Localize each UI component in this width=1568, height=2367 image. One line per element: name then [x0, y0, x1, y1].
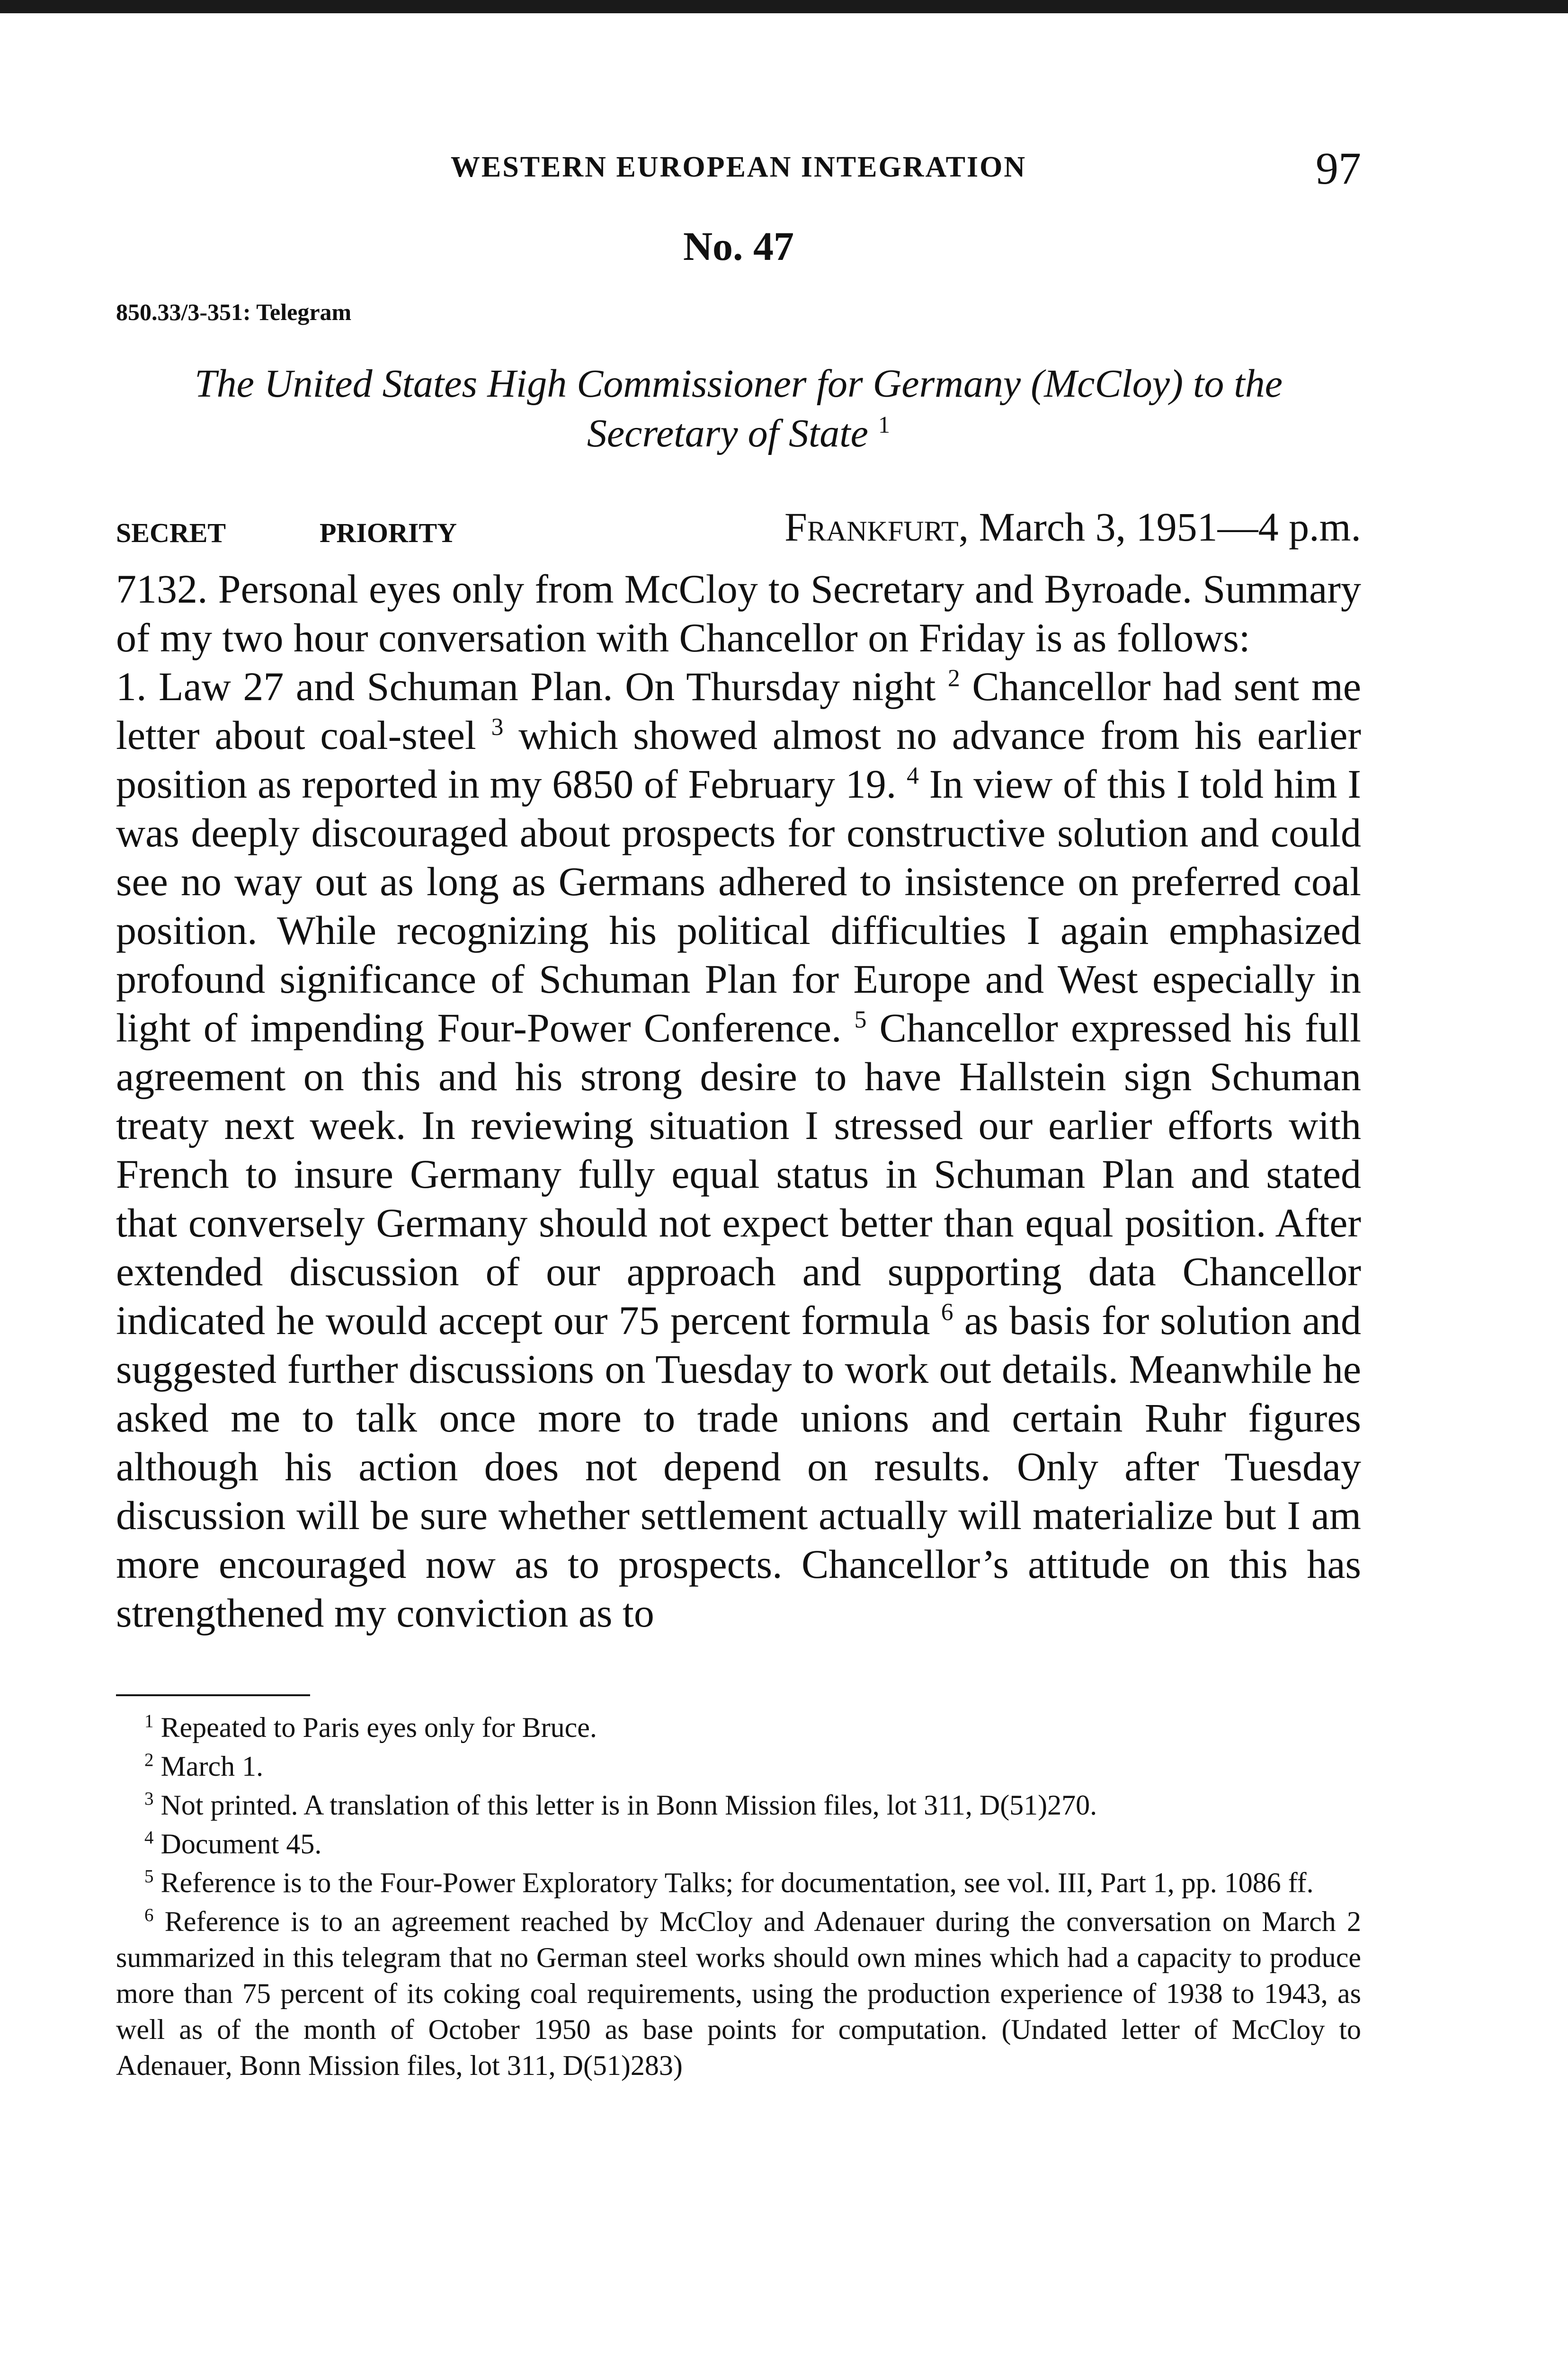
- footnote-text: Document 45.: [160, 1828, 322, 1860]
- footnote-4: [116, 1826, 1361, 1862]
- footnote-text: Not printed. A translation of this letter is in Bonn Mission files, lot 311, D(51)270.: [160, 1789, 1097, 1821]
- footnote-mark: 5: [144, 1866, 154, 1886]
- footnote-ref-3: 3: [491, 713, 504, 741]
- footnote-text: Repeated to Paris eyes only for Bruce.: [160, 1712, 597, 1743]
- body-text-segment: In view of this I told him I was deeply discouraged about prospects for constructive solution and could see no way out as long as Germans adhered to insistence on preferred coal position. While recognizing his political difficulties I again emphasized profound significance of Schuman Plan for Europe and West especially in light of impending Four-Power Conference.: [116, 761, 1362, 1050]
- footnote-text: March 1.: [160, 1751, 264, 1782]
- dateline: [116, 501, 1361, 551]
- footnote-ref-6: 6: [941, 1299, 953, 1326]
- footnote-divider: [116, 1694, 310, 1696]
- body-paragraph-2: [116, 662, 1361, 1637]
- document-number: No. 47: [683, 223, 794, 269]
- body-text-segment: Chancellor expressed his full agreement on this and his strong desire to have Hallstein sign Schuman treaty next week. In reviewing situation I stressed our earlier efforts with French to insure Germany fully equal status in Schuman Plan and stated that conversely Germany should not expect better than equal position. After extended discussion of our approach and supporting data Chancellor indicated he would accept our 75 percent formula: [116, 1005, 1362, 1343]
- footnote-ref-5: 5: [854, 1006, 867, 1033]
- page-number: 97: [1316, 143, 1361, 194]
- footnote-ref-1: 1: [878, 411, 891, 438]
- telegram-body: [116, 565, 1361, 1637]
- footnote-6: [116, 1904, 1361, 2083]
- body-text-segment: Chancellor had sent me letter about coal-steel: [116, 664, 1362, 758]
- footnote-1: [116, 1709, 1361, 1745]
- page-top-edge: [0, 0, 1568, 13]
- document-page: [116, 142, 1361, 2086]
- footnote-mark: 4: [144, 1827, 154, 1848]
- classification-label: SECRET: [116, 517, 226, 548]
- body-text-segment: 1. Law 27 and Schuman Plan. On Thursday night: [116, 664, 936, 709]
- date-time: , March 3, 1951—4 p.m.: [958, 504, 1361, 550]
- footnote-3: [116, 1787, 1361, 1823]
- footnote-mark: 3: [144, 1789, 154, 1809]
- place-and-date: [784, 503, 1361, 551]
- footnote-mark: 1: [144, 1711, 154, 1731]
- precedence-label: PRIORITY: [320, 517, 457, 548]
- footnote-5: [116, 1865, 1361, 1901]
- file-reference: 850.33/3-351: Telegram: [116, 299, 352, 325]
- footnotes: [116, 1709, 1361, 2083]
- running-head-title: WESTERN EUROPEAN INTEGRATION: [450, 151, 1027, 183]
- footnote-mark: 6: [144, 1905, 154, 1925]
- body-text-segment: as basis for solution and suggested further discussions on Tuesday to work out details. Meanwhile he asked me to talk once more to trade unions and certain Ruhr figures although his action does not depend on results. Only after Tuesday discussion will be sure whether settlement actually will materialize but I am more encouraged now as to prospects. Chancellor’s attitude on this has strengthened my conviction as to: [116, 1298, 1362, 1636]
- body-paragraph-1: 7132. Personal eyes only from McCloy to Secretary and Byroade. Summary of my two hour conversation with Chancellor on Friday is as follows:: [116, 566, 1361, 660]
- footnote-text: Reference is to the Four-Power Exploratory Talks; for documentation, see vol. III, Part 1, pp. 1086 ff.: [160, 1867, 1314, 1898]
- footnote-ref-4: 4: [907, 762, 919, 790]
- footnote-mark: 2: [144, 1750, 154, 1770]
- running-head: [116, 142, 1361, 199]
- place-name: Frankfurt: [784, 504, 959, 550]
- document-title-text: The United States High Commissioner for Germany (McCloy) to the Secretary of State: [194, 362, 1283, 455]
- footnote-ref-2: 2: [947, 665, 960, 692]
- document-title: [116, 359, 1361, 458]
- footnote-text: Reference is to an agreement reached by McCloy and Adenauer during the conversation on March 2 summarized in this telegram that no German steel works should own mines which had a capacity to produce more than 75 percent of its coking coal requirements, using the production experience of 1938 to 1943, as well as of the month of October 1950 as base points for computation. (Undated letter of McCloy to Adenauer, Bonn Mission files, lot 311, D(51)283): [116, 1906, 1361, 2081]
- body-text-segment: which showed almost no advance from his earlier position as reported in my 6850 of February 19.: [116, 712, 1362, 807]
- footnote-2: [116, 1748, 1361, 1784]
